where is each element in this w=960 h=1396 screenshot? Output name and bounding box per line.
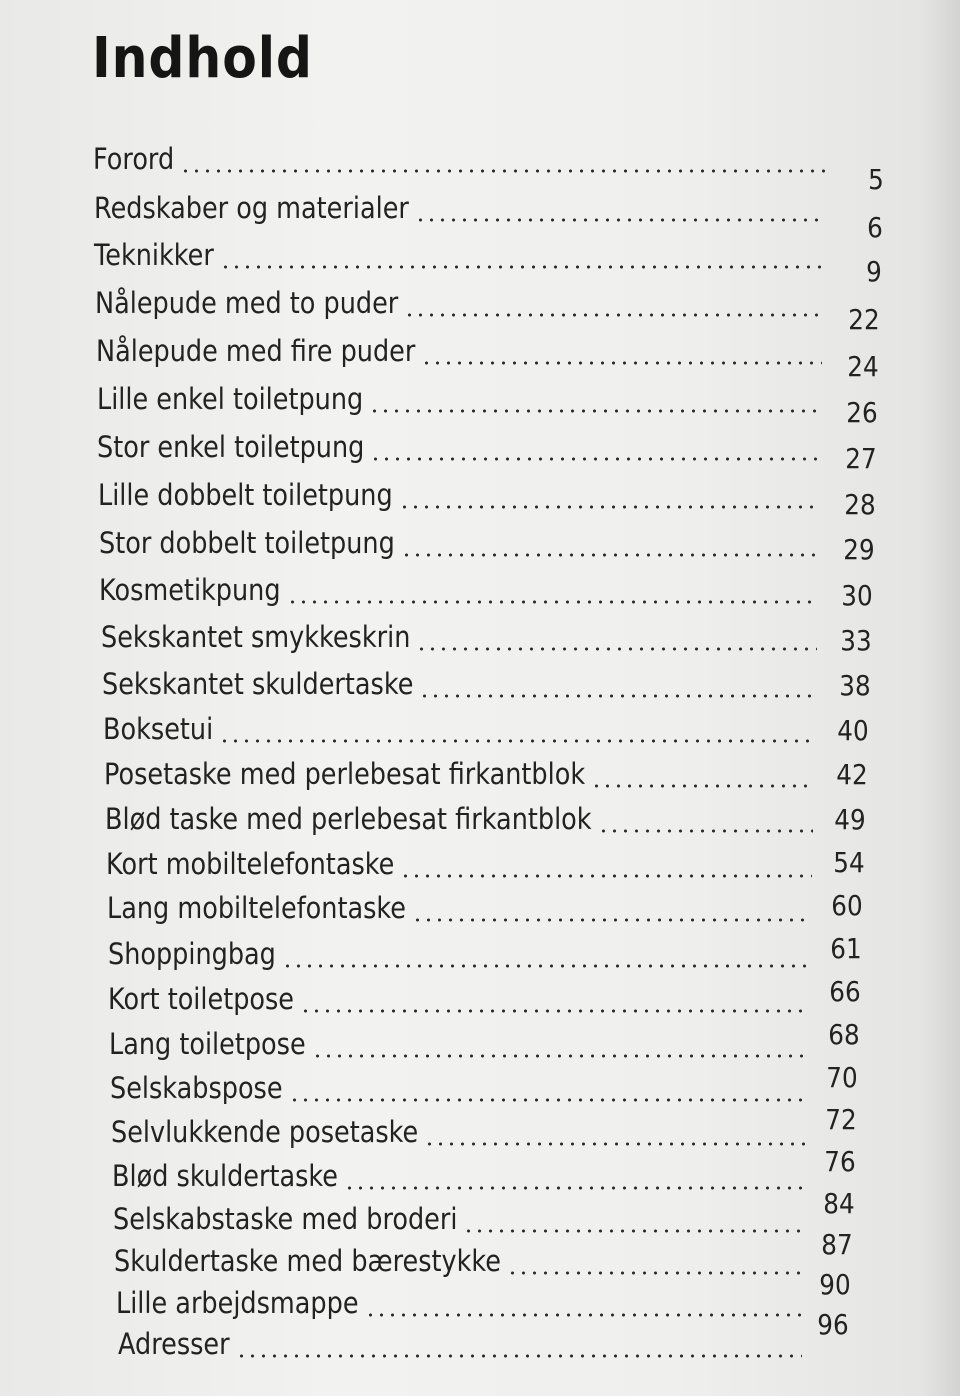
toc-leader-dots [282,962,811,970]
page-title: Indhold [92,26,313,91]
toc-entry-page-number: 26 [846,396,878,429]
toc-leader-dots [401,551,819,559]
toc-entry-page-number: 40 [837,714,869,747]
toc-entry-page-number: 76 [824,1145,856,1178]
toc-entry-page-number: 38 [839,669,871,702]
toc-entry-title: Lille enkel toiletpung [97,382,364,416]
toc-entry-title: Forord [93,142,175,176]
toc-entry-title: Stor enkel toiletpung [97,430,365,464]
toc-entry-page-number: 42 [836,758,868,791]
toc-leader-dots [219,737,815,745]
toc-entry-title: Kosmetikpung [99,573,281,607]
toc-entry-title: Adresser [118,1327,230,1361]
toc-entry-title: Teknikker [94,238,214,272]
toc-entry-title: Selvlukkende posetaske [111,1115,419,1149]
toc-leader-dots [404,311,823,319]
toc-entry-page-number: 60 [831,889,863,922]
toc-leader-dots [180,167,826,175]
toc-leader-dots [507,1269,804,1277]
toc-entry-title: Selskabstaske med broderi [113,1202,458,1236]
toc-entry-title: Boksetui [103,712,214,746]
toc-entry-title: Nålepude med to puder [95,286,399,320]
toc-entry-page-number: 22 [848,303,880,336]
toc-leader-dots [312,1052,809,1060]
toc-entry-page-number: 72 [825,1103,857,1136]
toc-entry-page-number: 33 [840,624,872,657]
toc-leader-dots [598,827,813,835]
toc-entry-title: Kort mobiltelefontaske [106,847,395,881]
toc-leader-dots [344,1184,806,1192]
page-edge-shadow [920,0,960,1396]
toc-entry-title: Sekskantet skuldertaske [102,667,414,701]
toc-entry-title: Nålepude med fire puder [96,334,416,368]
toc-leader-dots [287,598,818,606]
toc-entry-page-number: 24 [847,350,879,383]
toc-leader-dots [412,916,811,924]
toc-entry-page-number: 90 [819,1268,851,1301]
toc-entry-page-number: 66 [829,975,861,1008]
toc-leader-dots [591,782,814,790]
toc-entry-title: Sekskantet smykkeskrin [101,620,411,654]
toc-entry-title: Lille dobbelt toiletpung [98,478,393,512]
toc-leader-dots [400,872,812,880]
toc-entry-page-number: 30 [841,579,873,612]
toc-entry-title: Blød skuldertaske [112,1159,338,1193]
toc-entry-page-number: 70 [826,1061,858,1094]
toc-leader-dots [416,645,817,653]
toc-entry-page-number: 61 [830,932,862,965]
toc-entry-title: Stor dobbelt toiletpung [99,526,395,560]
toc-leader-dots [421,359,822,367]
toc-entry-title: Kort toiletpose [108,982,295,1016]
toc-entry-page-number: 28 [844,488,876,521]
toc-entry-page-number: 96 [817,1308,849,1341]
toc-entry-title: Posetaske med perlebesat firkantblok [104,757,586,791]
toc-leader-dots [369,407,822,415]
toc-leader-dots [289,1096,808,1104]
toc-entry-page-number: 87 [821,1228,853,1261]
toc-entry-title: Skuldertaske med bærestykke [114,1244,501,1278]
toc-entry-page-number: 68 [828,1018,860,1051]
toc-entry-page-number: 9 [866,255,882,288]
toc-leader-dots [300,1007,810,1015]
toc-leader-dots [399,503,820,511]
toc-entry-title: Shoppingbag [108,937,276,971]
toc-entry-title: Blød taske med perlebesat firkantblok [105,802,592,836]
toc-leader-dots [370,455,821,463]
toc-entry-page-number: 29 [843,533,875,566]
toc-leader-dots [236,1352,802,1360]
toc-leader-dots [424,1140,807,1148]
toc-entry-title: Lang mobiltelefontaske [107,891,406,925]
toc-entry-page-number: 49 [834,803,866,836]
toc-entry-title: Redskaber og materialer [94,191,409,225]
toc-entry-title: Lille arbejdsmappe [116,1286,359,1320]
toc-entry-title: Lang toiletpose [109,1027,306,1061]
toc-entry-title: Selskabspose [110,1071,283,1105]
toc-entry-page-number: 27 [845,442,877,475]
toc-entry-page-number: 5 [868,163,884,196]
toc-leader-dots [220,263,824,271]
toc-leader-dots [419,692,816,700]
toc-entry-page-number: 6 [867,211,883,244]
toc-leader-dots [415,216,825,224]
toc-leader-dots [365,1311,803,1319]
toc-entry-page-number: 54 [833,846,865,879]
toc-entry-page-number: 84 [823,1187,855,1220]
toc-leader-dots [463,1227,805,1235]
